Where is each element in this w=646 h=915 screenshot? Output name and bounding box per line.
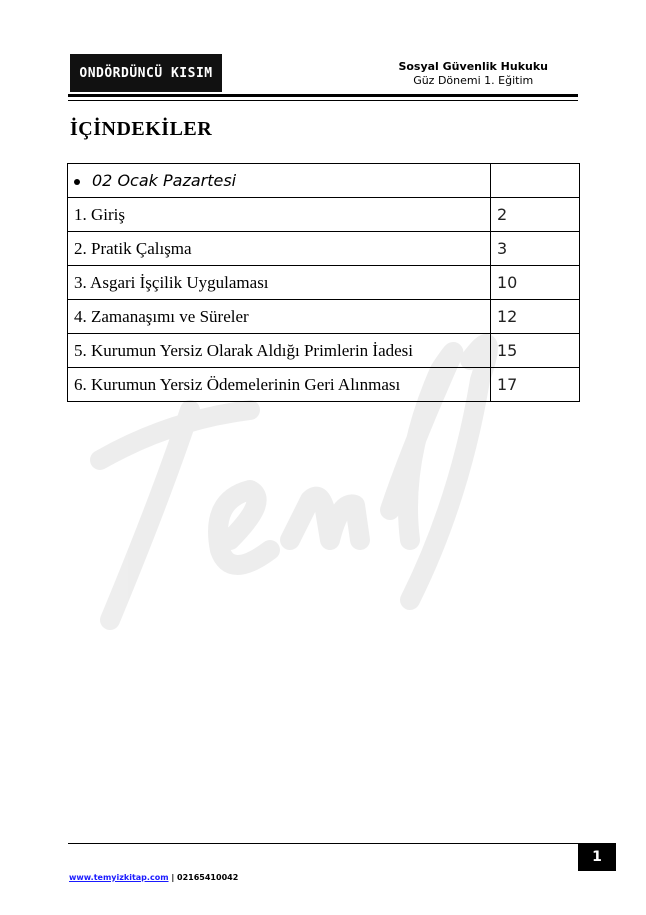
toc-entry-page: 2 (491, 198, 580, 232)
toc-entry-label[interactable]: 6. Kurumun Yersiz Ödemelerinin Geri Alınması (68, 368, 491, 402)
toc-section-page (491, 164, 580, 198)
toc-row[interactable] (68, 334, 580, 368)
toc-row[interactable] (68, 232, 580, 266)
toc-row[interactable] (68, 300, 580, 334)
course-term: Güz Dönemi 1. Eğitim (413, 74, 534, 87)
toc-row[interactable] (68, 266, 580, 300)
header-rule-thin (68, 100, 578, 101)
part-badge-label: ONDÖRDÜNCÜ KISIM (79, 65, 213, 81)
toc-entry-label[interactable]: 4. Zamanaşımı ve Süreler (68, 300, 491, 334)
toc-section-cell (68, 164, 491, 198)
footer-separator: | (168, 873, 178, 882)
toc-entry-page: 12 (491, 300, 580, 334)
toc-row[interactable] (68, 198, 580, 232)
toc-entry-page: 3 (491, 232, 580, 266)
header-course-info (398, 60, 548, 88)
toc-entry-page: 10 (491, 266, 580, 300)
website-link[interactable]: www.temyizkitap.com (69, 873, 169, 882)
page-number: 1 (592, 849, 602, 865)
bullet-icon (74, 179, 80, 185)
part-badge (70, 54, 222, 92)
toc-table (67, 163, 580, 402)
toc-section-row (68, 164, 580, 198)
toc-section-label: 02 Ocak Pazartesi (92, 171, 237, 190)
toc-entry-page: 17 (491, 368, 580, 402)
toc-row[interactable] (68, 368, 580, 402)
footer-contact (69, 873, 238, 882)
toc-entry-page: 15 (491, 334, 580, 368)
toc-entry-label[interactable]: 5. Kurumun Yersiz Olarak Aldığı Primlerin İadesi (68, 334, 491, 368)
toc-title: İÇİNDEKİLER (70, 118, 213, 140)
toc-entry-label[interactable]: 1. Giriş (68, 198, 491, 232)
course-title: Sosyal Güvenlik Hukuku (398, 60, 548, 73)
toc-entry-label[interactable]: 2. Pratik Çalışma (68, 232, 491, 266)
phone-number: 02165410042 (177, 873, 239, 882)
header-rule-thick (68, 94, 578, 97)
toc-entry-label[interactable]: 3. Asgari İşçilik Uygulaması (68, 266, 491, 300)
page-number-box (578, 843, 616, 871)
footer-rule (68, 843, 578, 844)
